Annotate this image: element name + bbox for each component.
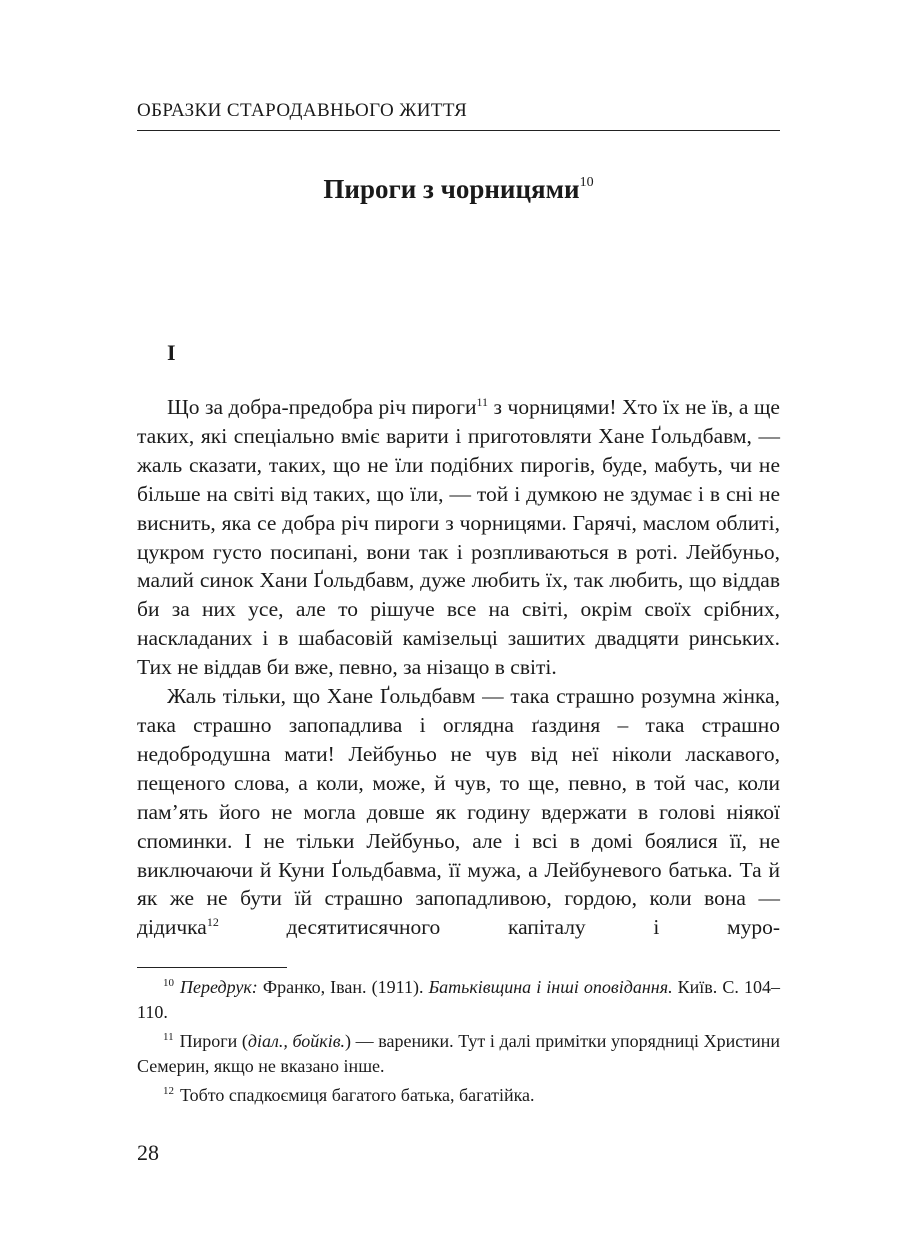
footnote-ref-11[interactable]: 11	[476, 394, 489, 409]
footnote-divider	[137, 967, 287, 968]
paragraph-1	[137, 393, 780, 682]
footnote-12	[137, 1083, 780, 1108]
paragraph-2-rest: десятитисячного капіталу і муро-	[218, 915, 780, 940]
title-footnote-ref[interactable]: 10	[579, 175, 594, 190]
footnote-text: Київ. С. 104–110.	[137, 977, 780, 1022]
footnote-book-title: Батьківщина і інші оповідання.	[428, 977, 673, 997]
footnote-italic: Передрук:	[180, 977, 258, 997]
footnote-number: 12	[163, 1085, 174, 1097]
paragraph-1-start: Що за добра-предобра річ пироги	[167, 395, 477, 419]
footnote-text: Пироги (	[179, 1031, 248, 1051]
chapter-title-text: Пироги з чорницями	[323, 174, 580, 204]
running-header: ОБРАЗКИ СТАРОДАВНЬОГО ЖИТТЯ	[137, 100, 780, 131]
footnote-text: Тобто спадкоємиця багатого батька, багатійка.	[180, 1085, 535, 1105]
footnote-text: ) — вареники. Тут і далі примітки упорядниці Христини Семерин, якщо не вказано інше.	[137, 1031, 780, 1076]
footnote-ref-12[interactable]: 12	[206, 915, 219, 930]
footnotes	[137, 975, 780, 1112]
footnote-11	[137, 1029, 780, 1079]
footnote-italic: діал., бойків.	[247, 1031, 346, 1051]
footnote-number: 11	[163, 1031, 174, 1043]
footnote-number: 10	[163, 977, 174, 989]
section-number: I	[167, 340, 176, 365]
paragraph-2-start: Жаль тільки, що Хане Ґольдбавм — така страшно розумна жінка, така страшно запопадлива і оглядна ґаздиня – така страшно недобродушна мати! Лейбуньо не чув від неї ніколи ласкавого, пещеного слова, а коли, може, й чув, то ще, певно, в той час, коли пам’ять його не могла довше як годину вдержати в голові ніякої споминки. І не тільки Лейбуньо, але і всі в домі боялися її, не виключаючи й Куни Ґольдбавма, її мужа, а Лейбуневого батька. Та й як же не бути їй страшно запопадливою, гордою, коли вона — дідичка	[137, 684, 780, 940]
chapter-title	[137, 174, 780, 205]
paragraph-1-rest: з чорницями! Хто їх не їв, а ще таких, які спеціально вміє варити і приготовляти Хане Ґольдбавм, — жаль сказати, таких, що не їли подібних пирогів, буде, мабуть, чи не більше на світі від таких, що їли, — той і думкою не здумає і в сні не виснить, яка се добра річ пироги з чорницями. Гарячі, маслом облиті, цукром густо посипані, вони так і розпливаються в роті. Лейбуньо, малий синок Хани Ґольдбавм, дуже любить їх, так любить, що віддав би за них усе, але то рішуче все на світі, окрім своїх срібних, наскладаних і в шабасовій камізельці зашитих двадцяти ринських. Тих не віддав би вже, певно, за нізащо в світі.	[137, 395, 780, 680]
paragraph-2	[137, 682, 780, 942]
body-text	[137, 393, 780, 942]
footnote-text: Франко, Іван. (1911).	[257, 977, 429, 997]
page-number: 28	[137, 1140, 159, 1165]
footnote-10	[137, 975, 780, 1025]
